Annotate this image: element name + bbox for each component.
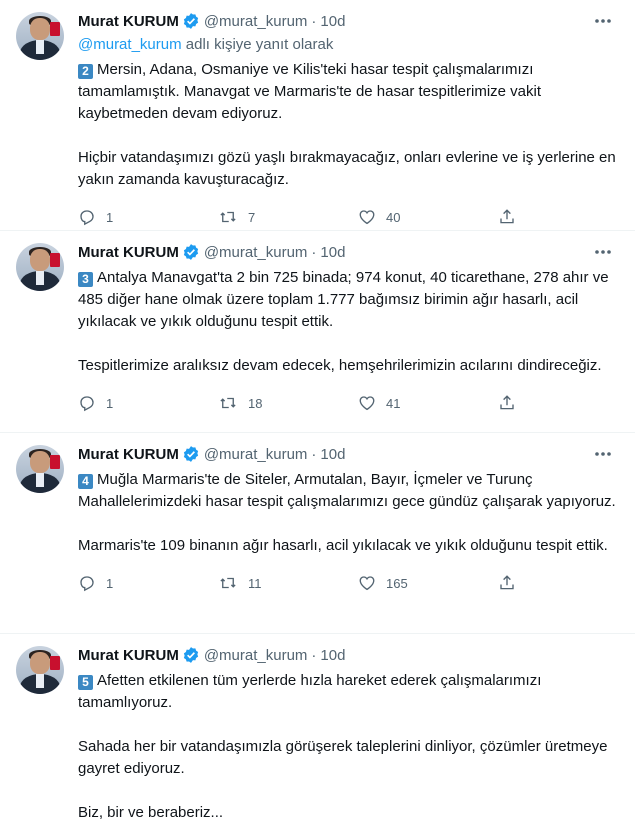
share-icon	[498, 574, 516, 592]
retweet-icon	[218, 394, 238, 412]
reply-count: 1	[106, 209, 114, 225]
more-options-icon[interactable]	[591, 12, 615, 30]
tweet-header	[78, 241, 619, 263]
retweet-count: 7	[248, 209, 256, 225]
reply-icon	[78, 394, 96, 412]
like-button[interactable]	[358, 394, 498, 412]
tweet-header	[78, 644, 619, 666]
reply-count: 1	[106, 575, 114, 591]
heart-icon	[358, 394, 376, 412]
tweet-text	[78, 267, 619, 377]
author-name[interactable]: Murat KURUM	[78, 12, 179, 30]
reply-button[interactable]	[78, 394, 218, 412]
author-name[interactable]: Murat KURUM	[78, 646, 179, 664]
like-count: 165	[386, 575, 408, 591]
avatar[interactable]	[16, 646, 64, 694]
number-badge: 3	[78, 272, 93, 287]
tweet-paragraph: Biz, bir ve beraberiz...	[78, 804, 224, 821]
like-button[interactable]	[358, 574, 498, 592]
retweet-button[interactable]	[218, 574, 358, 592]
reply-handle-link[interactable]: @murat_kurum	[78, 36, 182, 53]
author-handle[interactable]: @murat_kurum	[203, 243, 308, 261]
tweet[interactable]	[0, 433, 635, 634]
separator: ·	[311, 12, 317, 30]
tweet-header	[78, 10, 619, 32]
reply-label: adlı kişiye yanıt olarak	[181, 36, 334, 53]
tweet-time[interactable]: 10d	[320, 445, 346, 463]
tweet[interactable]	[0, 0, 635, 231]
number-badge: 2	[78, 64, 93, 79]
retweet-icon	[218, 574, 238, 592]
verified-badge-icon	[182, 445, 200, 463]
avatar[interactable]	[16, 12, 64, 60]
verified-badge-icon	[182, 646, 200, 664]
author-handle[interactable]: @murat_kurum	[203, 646, 308, 664]
tweet-paragraph: Hiçbir vatandaşımızı gözü yaşlı bırakmayacağız, onları evlerine ve iş yerlerine en yakın zamanda kavuşturacağız.	[78, 149, 616, 188]
share-button[interactable]	[498, 394, 526, 412]
author-name[interactable]: Murat KURUM	[78, 243, 179, 261]
author-handle[interactable]: @murat_kurum	[203, 12, 308, 30]
more-options-icon[interactable]	[591, 445, 615, 463]
reply-count: 1	[106, 395, 114, 411]
reply-icon	[78, 574, 96, 592]
tweet-actions	[78, 563, 619, 603]
verified-badge-icon	[182, 243, 200, 261]
share-icon	[498, 394, 516, 412]
reply-button[interactable]	[78, 208, 218, 226]
avatar[interactable]	[16, 445, 64, 493]
retweet-button[interactable]	[218, 208, 358, 226]
tweet-header	[78, 443, 619, 465]
separator: ·	[311, 445, 317, 463]
share-button[interactable]	[498, 208, 526, 226]
tweet-actions	[78, 383, 619, 423]
tweet-paragraph: 3 Antalya Manavgat'ta 2 bin 725 binada; 974 konut, 40 ticarethane, 278 ahır ve 485 diğer hane olmak üzere toplam 1.777 bağımsız birimin ağır hasarlı, acil yıkılacak ve yıkık olduğunu tespit ettik.	[78, 269, 609, 330]
tweet-paragraph: Tespitlerimize aralıksız devam edecek, hemşehrilerimizin acılarını dindireceğiz.	[78, 357, 602, 374]
tweet-paragraph: 2 Mersin, Adana, Osmaniye ve Kilis'teki hasar tespit çalışmalarımızı tamamlamıştık. Manavgat ve Marmaris'te de hasar tespitlerimize vakit kaybetmeden devam ediyoruz.	[78, 61, 542, 122]
tweet[interactable]	[0, 634, 635, 819]
tweet-paragraph: Marmaris'te 109 binanın ağır hasarlı, acil yıkılacak ve yıkık olduğunu tespit ettik.	[78, 537, 608, 554]
more-options-icon[interactable]	[591, 243, 615, 261]
number-badge: 5	[78, 675, 93, 690]
tweet[interactable]	[0, 231, 635, 433]
tweet-paragraph: 4 Muğla Marmaris'te de Siteler, Armutalan, Bayır, İçmeler ve Turunç Mahallelerimizdeki hasar tespit çalışmalarımızı gece gündüz çalışarak yapıyoruz.	[78, 471, 616, 510]
author-name[interactable]: Murat KURUM	[78, 445, 179, 463]
tweet-text	[78, 469, 619, 557]
like-button[interactable]	[358, 208, 498, 226]
reply-icon	[78, 208, 96, 226]
reply-button[interactable]	[78, 574, 218, 592]
retweet-icon	[218, 208, 238, 226]
retweet-count: 18	[248, 395, 263, 411]
share-button[interactable]	[498, 574, 526, 592]
tweet-text	[78, 59, 619, 191]
tweet-time[interactable]: 10d	[320, 12, 346, 30]
tweet-paragraph: 5 Afetten etkilenen tüm yerlerde hızla hareket ederek çalışmalarımızı tamamlıyoruz.	[78, 672, 542, 711]
heart-icon	[358, 574, 376, 592]
number-badge: 4	[78, 474, 93, 489]
author-handle[interactable]: @murat_kurum	[203, 445, 308, 463]
avatar[interactable]	[16, 243, 64, 291]
like-count: 40	[386, 209, 401, 225]
heart-icon	[358, 208, 376, 226]
separator: ·	[311, 646, 317, 664]
like-count: 41	[386, 395, 401, 411]
separator: ·	[311, 243, 317, 261]
tweet-time[interactable]: 10d	[320, 646, 346, 664]
tweet-text	[78, 670, 619, 824]
share-icon	[498, 208, 516, 226]
replying-to	[78, 35, 619, 55]
verified-badge-icon	[182, 12, 200, 30]
tweet-time[interactable]: 10d	[320, 243, 346, 261]
tweet-paragraph: Sahada her bir vatandaşımızla görüşerek taleplerini dinliyor, çözümler üretmeye gayret ediyoruz.	[78, 738, 608, 777]
retweet-count: 11	[248, 575, 262, 591]
retweet-button[interactable]	[218, 394, 358, 412]
